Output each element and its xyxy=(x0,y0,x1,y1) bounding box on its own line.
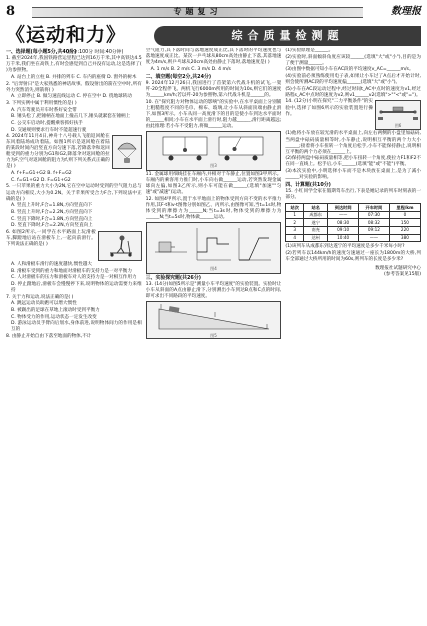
figure-3 xyxy=(146,131,282,171)
figure-5 xyxy=(146,301,282,339)
table-cell: 07:30 xyxy=(359,211,390,219)
question: 8. 由静止开始自由下落至地面的物体,不计 xyxy=(6,333,92,339)
option: D. 游泳运动员手臂向后划水,身体前进,说明物体间力的作用是相互的 xyxy=(11,321,142,333)
option: B. 竖直上升时,F合=2.2N,方向竖直向下 xyxy=(11,209,93,215)
options: A. 1 m/s B. 2 m/s C. 3 m/s D. 4 m/s xyxy=(150,66,231,72)
table-cell: 2 xyxy=(286,219,304,227)
option: A. 汽车驾驶员开车时系好安全带 xyxy=(11,107,77,113)
incline-cart-icon xyxy=(155,303,273,333)
question: 5. 一只苹果的重力大小为2N,它在空中运动时受到的空气阻力总与运动方向相反,大小为0.2N。关于苹果所受合力F合,下列说法中正确的是( ) xyxy=(6,184,142,202)
q14-block xyxy=(285,99,421,131)
question: 14. (12分)小明在探究"二力平衡条件"的实验中,选择了如图6所示的实验装置进行操作。 xyxy=(285,99,374,117)
section-heading: 二、填空题(每空2分,共24分) xyxy=(145,73,212,80)
question: 7. 关于力和运动,说法正确的是( ) xyxy=(6,294,74,300)
score-line: (满分:100分 时间:40分钟) xyxy=(66,50,124,55)
q6-block xyxy=(6,230,142,262)
table-cell: 3 xyxy=(286,226,304,234)
title-row xyxy=(6,23,421,49)
table-cell: 09:12 xyxy=(359,226,390,234)
options: A. 站台上的立柱 B. 并排的列车 C. 车内的座椅 D. 窗外的树木 xyxy=(11,74,137,80)
option: D. 停止蹬地后,滑板车会慢慢停下来,说明物体的运动需要力来维持 xyxy=(11,281,142,293)
options: A. f+F=G1+G2 B. f+F=G2 xyxy=(11,171,72,177)
question: 9. 2024年12月26日,我国进行了首架第六代战斗机的试飞,一架歼-20全程伴飞。两机飞行6000m所用的时间为10s,则它们的速度为______km/h;若以歼-20为参照物,第六代战斗机是______的。 xyxy=(145,80,282,99)
option: A. 竖直上升时,F合=1.8N,方向竖直向下 xyxy=(11,203,93,209)
footer xyxy=(285,266,421,278)
figure-5-caption: 图5 xyxy=(210,332,217,338)
timetable xyxy=(285,203,421,242)
paper-name: 数理报 xyxy=(391,6,421,18)
table-cell: —— xyxy=(328,211,359,219)
columns xyxy=(6,48,421,620)
sub-question: (1)该列车从成都东到达遂宁的平均速度是多少千米每小时? xyxy=(285,244,405,250)
table-row xyxy=(286,219,421,227)
table-cell: 150 xyxy=(389,219,420,227)
figure-6-caption: 图6 xyxy=(394,122,402,128)
banner-label: 专题复习 xyxy=(173,6,222,16)
option: B. 被踢出的足球在草地上滚动时受到平衡力 xyxy=(11,307,100,313)
question: 1. 截至2024年,我国铁路营运里程已达到16万千米,其中高铁达4.5万千米,我们坐在高铁上,有时会感觉到自己并没有运动,这是选择了( )为参照物。 xyxy=(6,56,142,74)
question: 2. "后羿射日"是大家熟悉的神话故事。假设射出的箭在空中时,所有外力突然消失,则箭将( ) xyxy=(6,81,142,93)
table-row xyxy=(286,234,421,242)
table-header: 到达时间 xyxy=(328,204,359,212)
option: A. 人和滑板车滑行的速度越快,惯性越大 xyxy=(11,261,92,267)
question: 6. 如图2所示,一同学在水平路面上玩滑板车,脚蹬地后站在滑板车上,一起向前滑行。下列说法正确的是( ) xyxy=(6,229,96,247)
table-header: 里程/km xyxy=(389,204,420,212)
table-cell: 0 xyxy=(389,211,420,219)
sub-question: (2)若列车以144km/h的速度匀速通过一座长为1800m的大桥,列车全部通过大桥所用的时间为60s,则列车的长度是多少米? xyxy=(285,250,422,262)
column-1 xyxy=(6,48,142,620)
option: C. 物体受力的作用,运动状态一定发生改变 xyxy=(11,314,97,320)
footer-org: 数理报社试题研究中心 xyxy=(375,265,422,271)
question: 4. 2024年11月4日,神舟十八号载人飞船返回舱在东风着陆场成功着陆。如图1所示是返回舱在着陆的某段时间内沿竖直方向匀速下落,若降落伞和返回舱受到的重力分别为G1和G2,降落伞对返回舱的拉力为F,空气对返回舱的阻力为f,则下列关系式正确的是( ) xyxy=(6,134,110,170)
table-cell: 08:32 xyxy=(359,219,390,227)
question: 12. 如图4甲所示,置于水平地面上的物体受到方向不变的水平推力作用,其F-t和v-t图像分别如图乙、丙所示,由图像可知,当t=1s时,物体受到的摩擦力为______N;当t=3s时,物体受到的摩擦力为______N;当t=5s时,物体做______运动。 xyxy=(145,196,282,221)
figure-4 xyxy=(146,222,282,274)
table-cell: 达州 xyxy=(304,234,328,242)
table-header: 开车时间 xyxy=(359,204,390,212)
option: D. 竖直下降时,F合=2.2N,方向竖直向上 xyxy=(11,223,93,229)
section-heading: 一、选择题(每小题5分,共40分) xyxy=(6,49,77,55)
table-cell: 380 xyxy=(389,234,420,242)
sub-question: (2)保持两盘中砝码质量相等,把小车扭转一个角度,使拉力F1和F2不在同一直线上。松手后,小车______(选填"能"或"不能")平衡。 xyxy=(285,156,422,168)
section-heading: 三、实验探究题(共26分) xyxy=(145,275,201,282)
sub-question: (1)他将小车放在较光滑的水平桌面上,向左右两侧的小盘里加砝码,当两盘中砝码质量相等时,小车静止,说明相互平衡的两个力大小______;接着将小车扭转一个角度后松手,小车不能保持静止,说明相互平衡的两个力必须在______上。 xyxy=(285,131,422,155)
sub-title: 综合质量检测题 xyxy=(154,26,421,46)
sub-question: (5)小车在AC段运动过程中,经过时间t_AC中点时的速度为v1,经过路程s_AC中点时的速度为v2,则v1______v2(选填">""<"或"=")。 xyxy=(285,86,422,98)
table-header: 站次 xyxy=(286,204,304,212)
option: C. 竖直下降时,F合=1.8N,方向竖直向上 xyxy=(11,216,93,222)
option: C. 公交车启动时,提醒乘客抓好扶手 xyxy=(11,120,83,126)
main-title: 《运动和力》 xyxy=(6,24,127,47)
table-row xyxy=(286,226,421,234)
header xyxy=(6,4,421,20)
table-cell: —— xyxy=(359,234,390,242)
footer-ref: (参考答案见15版) xyxy=(384,271,422,277)
option: D. 交通规则要求行车时不能超速行驶 xyxy=(11,127,87,133)
table-cell: 成都东 xyxy=(304,211,328,219)
force-time-graphs-icon xyxy=(155,224,273,266)
figure-1 xyxy=(112,135,142,169)
q4-block xyxy=(6,134,142,171)
table-cell: 4 xyxy=(286,234,304,242)
question: 11. 金属球用细线挂在车厢内,并相对于车静止,位置如图3甲所示。车厢内的乘客用力推门时,小车向右做______运动,若突然发现金属球向左偏,如图3乙所示,则小车可能在做______(选填"加速""匀速"或"减速")运动。 xyxy=(145,172,282,196)
sub-question: (2)实验时,斜面倾斜角度应该较______(选填"大"或"小"),目的是为了便于测量______。 xyxy=(285,54,422,66)
sub-question: (4)实验前必须熟练使用电子表,如果让小车过了A点后才开始计时,则会使所测AC段的平均速度偏______(选填"大"或"小")。 xyxy=(285,74,422,86)
scooter-rider-icon xyxy=(102,235,138,257)
section-heading: 四、计算题(共10分) xyxy=(285,182,331,189)
figure-6 xyxy=(375,100,421,130)
table-row xyxy=(286,211,421,219)
section-banner xyxy=(32,7,363,18)
sub-question: (3)由图中数据可知小车在AC段的平均速度v_AC=______m/s。 xyxy=(285,67,414,73)
figure-4-caption: 图4 xyxy=(210,266,217,272)
option: B. 锤头松了,把锤柄在地面上撞击几下,锤头就紧套在锤柄上 xyxy=(11,114,131,120)
option: C. 人对滑板车的压力和滑板车对人的支持力是一对相互作用力 xyxy=(11,275,137,281)
sub-question: (3)本次实验中,小明选择小车而不是木块放在桌面上,是为了减小______对实验的影响。 xyxy=(285,169,422,181)
question: 10. 在"探究阻力对物体运动的影响"的实验中,在水平桌面上分别铺上粗糙程度不同的毛巾、棉布、玻璃,让小车从斜面顶端由静止滑下,如图3所示。小车从同一高度滑下的目的是使小车到达水平面时的______相同;小车在水平面上滑行时,阻力越______,滑行距离越远;由此推理:若小车不受阻力,将做______运动。 xyxy=(145,99,282,129)
table-cell: 09:10 xyxy=(328,226,359,234)
options: C. f=G1+G2 D. F=G1+G2 xyxy=(11,177,71,183)
option: A. 跳远运动员助跑可以增大惯性 xyxy=(11,301,77,307)
parachute-icon xyxy=(116,139,138,165)
table-header-row xyxy=(286,204,421,212)
pulley-cart-icon xyxy=(378,103,418,123)
table-cell: 10:40 xyxy=(328,234,359,242)
option: B. 滑板车受到的重力和地面对滑板车的支持力是一对平衡力 xyxy=(11,268,132,274)
column-2 xyxy=(146,48,282,620)
question: 15. 小红同学全家在假期驾车出行,下表是她记录的列车时刻表的一部分。 xyxy=(285,189,422,201)
table-cell: 遂宁 xyxy=(304,219,328,227)
sub-question: (1)实验原理是______。 xyxy=(285,48,334,53)
column-3 xyxy=(285,48,421,620)
question: 13. (14分)如图5所示是"测量小车平均速度"的实验装置。实验时让小车从斜面的A点由静止滑下,分别测出小车到达B点和C点的时间,即可求出不同路段的平均速度。 xyxy=(145,282,282,300)
train-pendulum-icon xyxy=(159,133,269,163)
table-cell: 08:30 xyxy=(328,219,359,227)
question: 3. 下列实例中属于利用惯性的是( ) xyxy=(6,100,77,106)
table-header: 站名 xyxy=(304,204,328,212)
options: A. 立即停止 B. 做匀速直线运动 C. 停在空中 D. 绕地球转动 xyxy=(11,94,132,100)
figure-3-caption: 图3 xyxy=(210,163,217,169)
question-continued: 空气阻力,其下落时间与落地速度成正比,其下落时的平均速度也与落地速度成正比。某次一乒乓球从80cm高处由静止下落,其落地速度为4m/s,则乒乓球从20cm高处由静止下落时,落地速度是( ) xyxy=(145,48,282,66)
table-cell: 1 xyxy=(286,211,304,219)
figure-2 xyxy=(98,231,142,261)
table-cell: 220 xyxy=(389,226,420,234)
page-number: 8 xyxy=(6,4,16,20)
table-cell: 南充 xyxy=(304,226,328,234)
